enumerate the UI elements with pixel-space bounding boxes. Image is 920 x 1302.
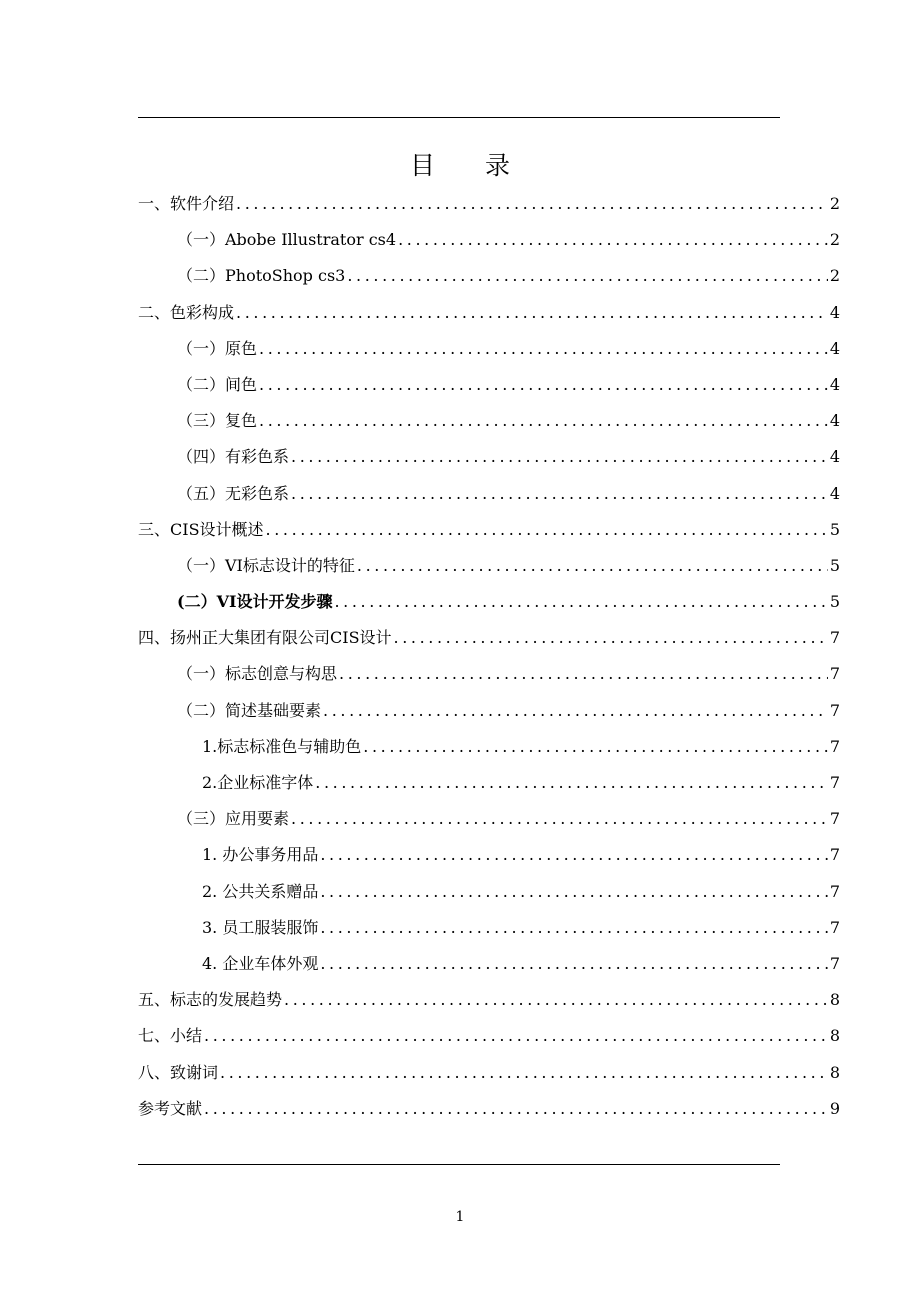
toc-dot-leader [320,910,827,946]
toc-dot-leader [320,874,827,910]
toc-entry-label: （二）间色 [177,374,258,394]
toc-entry[interactable] [138,186,840,222]
toc-dot-leader [266,512,828,548]
toc-entry[interactable] [138,765,840,801]
toc-dot-leader [204,1091,828,1127]
toc-entry-page: 2 [829,230,840,250]
toc-dot-leader [220,1055,828,1091]
toc-entry-label: 一、软件介绍 [138,194,235,213]
toc-dot-leader [320,946,827,982]
toc-entry[interactable] [138,1091,840,1127]
toc-entry-page: 8 [829,1062,840,1082]
toc-dot-leader [291,439,828,475]
toc-entry-page: 7 [829,628,840,648]
toc-entry[interactable] [138,295,840,331]
toc-entry[interactable] [138,548,840,584]
toc-entry-page: 5 [829,555,840,575]
toc-entry[interactable] [138,837,840,873]
toc-entry[interactable] [138,982,840,1018]
toc-entry-page: 7 [829,845,840,865]
toc-entry[interactable] [138,874,840,910]
toc-entry-label: 1.标志标准色与辅助色 [202,736,362,756]
toc-entry[interactable] [138,1018,840,1054]
toc-entry-label: （一）Abobe Illustrator cs4 [177,230,397,250]
toc-entry-label: 二、色彩构成 [138,302,235,322]
toc-entry-page: 5 [829,519,840,539]
toc-entry[interactable] [138,331,840,367]
toc-entry-page: 4 [829,411,840,431]
toc-entry-label: （一）原色 [177,338,258,358]
toc-entry[interactable] [138,656,840,692]
toc-entry-label: (二）VI设计开发步骤 [177,592,333,612]
toc-dot-leader [363,729,828,765]
toc-dot-leader [398,222,828,258]
toc-entry-page: 7 [829,953,840,973]
toc-dot-leader [315,765,828,801]
toc-entry-page: 8 [829,990,840,1010]
toc-entry-page: 5 [829,592,840,612]
toc-entry-page: 2 [829,266,840,286]
toc-entry[interactable] [138,946,840,982]
toc-entry-label: （三）应用要素 [177,809,290,829]
toc-entry-label: 3. 员工服装服饰 [202,917,319,937]
toc-dot-leader [323,693,828,729]
toc-entry-page: 7 [829,664,840,684]
toc-entry-label: 2. 公共关系赠品 [202,881,319,901]
toc-dot-leader [291,476,828,512]
header-rule [138,117,780,118]
toc-entry-page: 4 [829,302,840,322]
toc-entry-label: 参考文献 [138,1098,203,1118]
toc-entry[interactable] [138,476,840,512]
toc-entry-label: （五）无彩色系 [177,483,290,503]
toc-entry[interactable] [138,584,840,620]
toc-dot-leader [259,403,828,439]
toc-title: 目 录 [409,151,510,180]
toc-dot-leader [236,186,828,222]
toc-entry[interactable] [138,910,840,946]
toc-entry-page: 7 [829,917,840,937]
toc-entry-label: （一）标志创意与构思 [177,664,338,684]
toc-dot-leader [347,258,827,294]
toc-list [138,186,840,1127]
toc-dot-leader [284,982,828,1018]
toc-entry-page: 4 [829,447,840,467]
toc-entry-page: 4 [829,483,840,503]
toc-dot-leader [357,548,828,584]
toc-entry-page: 8 [829,1026,840,1046]
toc-entry-label: （三）复色 [177,411,258,431]
toc-entry[interactable] [138,729,840,765]
toc-entry[interactable] [138,367,840,403]
toc-dot-leader [394,620,828,656]
toc-entry-page: 4 [829,338,840,358]
toc-entry[interactable] [138,258,840,294]
toc-entry-label: （一）VI标志设计的特征 [177,555,355,575]
toc-entry-label: 三、CIS设计概述 [138,519,264,539]
toc-entry[interactable] [138,222,840,258]
toc-dot-leader [259,367,828,403]
toc-entry-label: 四、扬州正大集团有限公司CIS设计 [138,628,392,648]
toc-entry[interactable] [138,801,840,837]
toc-dot-leader [204,1018,828,1054]
toc-entry-page: 7 [829,773,840,792]
toc-entry-page: 7 [829,736,840,756]
toc-entry-page: 4 [829,374,840,394]
toc-entry-label: 2.企业标准字体 [202,773,314,792]
toc-entry[interactable] [138,439,840,475]
toc-entry-label: 4. 企业车体外观 [202,953,319,973]
toc-entry[interactable] [138,693,840,729]
toc-entry[interactable] [138,620,840,656]
toc-entry-label: （二）简述基础要素 [177,700,322,720]
toc-dot-leader [259,331,828,367]
toc-entry-label: （四）有彩色系 [177,447,290,467]
footer-rule [138,1164,780,1165]
toc-entry-label: （二）PhotoShop cs3 [177,266,346,286]
toc-entry-page: 2 [829,194,840,213]
toc-dot-leader [236,295,828,331]
toc-entry[interactable] [138,512,840,548]
toc-entry[interactable] [138,1055,840,1091]
toc-dot-leader [291,801,828,837]
toc-dot-leader [339,656,828,692]
toc-entry-label: 五、标志的发展趋势 [138,990,283,1010]
toc-entry-label: 八、致谢词 [138,1062,219,1082]
toc-dot-leader [334,584,827,620]
toc-dot-leader [320,837,827,873]
toc-entry-page: 9 [829,1098,840,1118]
toc-entry-page: 7 [829,881,840,901]
toc-entry-page: 7 [829,700,840,720]
toc-entry-page: 7 [829,809,840,829]
page-number: 1 [455,1209,465,1225]
toc-entry-label: 七、小结 [138,1026,203,1046]
toc-entry-label: 1. 办公事务用品 [202,845,319,865]
toc-entry[interactable] [138,403,840,439]
